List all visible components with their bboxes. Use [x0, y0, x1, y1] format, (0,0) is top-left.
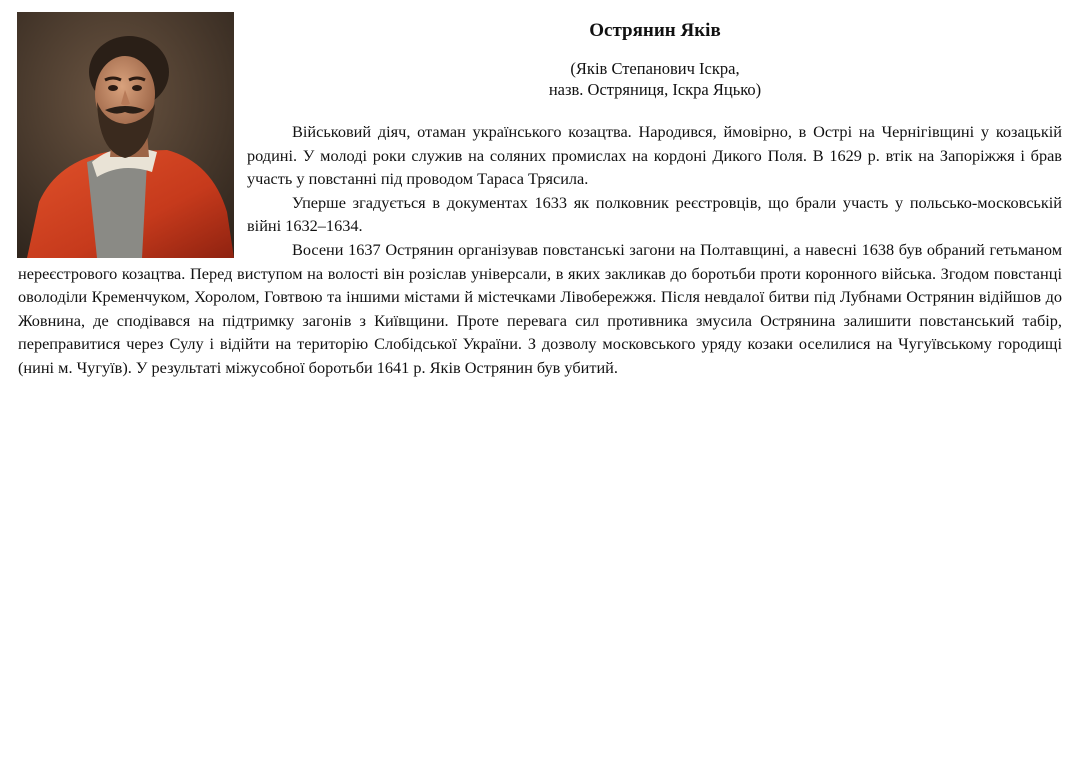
subtitle: [440, 58, 870, 100]
page-title: Острянин Яків: [589, 20, 721, 41]
paragraph: Восени 1637 Острянин організував повстанські загони на Полтавщині, а навесні 1638 був обраний гетьманом нереєстрового козацтва. Перед виступом на волості він розіслав універсали, в яких закликав до боротьби проти коронного війська. Згодом повстанці оволоділи Кременчуком, Хоролом, Говтвою та іншими містами й містечками Лівобережжя. Після невдалої битви під Лубнами Острянин відійшов до Жовнина, де сподівався на підтримку загонів з Київщини. Проте перевага сил противника змусила Острянина залишити повстанський табір, переправитися через Сулу і відійти на територію Слобідської України. З дозволу московського уряду козаки оселилися на Чугуївському городищі (нині м. Чугуїв). У результаті міжусобної боротьби 1641 р. Яків Острянин був убитий.: [18, 239, 1062, 377]
paragraph: Уперше згадується в документах 1633 як полковник реєстровців, що брали участь у польсько-московській війні 1632–1634.: [247, 192, 1062, 236]
body-text: [18, 120, 1062, 380]
subtitle-line: (Яків Степанович Іскра,: [570, 59, 740, 78]
paragraph: Військовий діяч, отаман українського козацтва. Народився, ймовірно, в Острі на Чернігівщині у козацькій родині. У молоді роки служив на соляних промислах на кордоні Дикого Поля. В 1629 р. втік на Запоріжжя і брав участь у повстанні під проводом Тараса Трясила.: [247, 122, 1062, 189]
subtitle-line: назв. Остряниця, Іскра Яцько): [548, 80, 762, 99]
